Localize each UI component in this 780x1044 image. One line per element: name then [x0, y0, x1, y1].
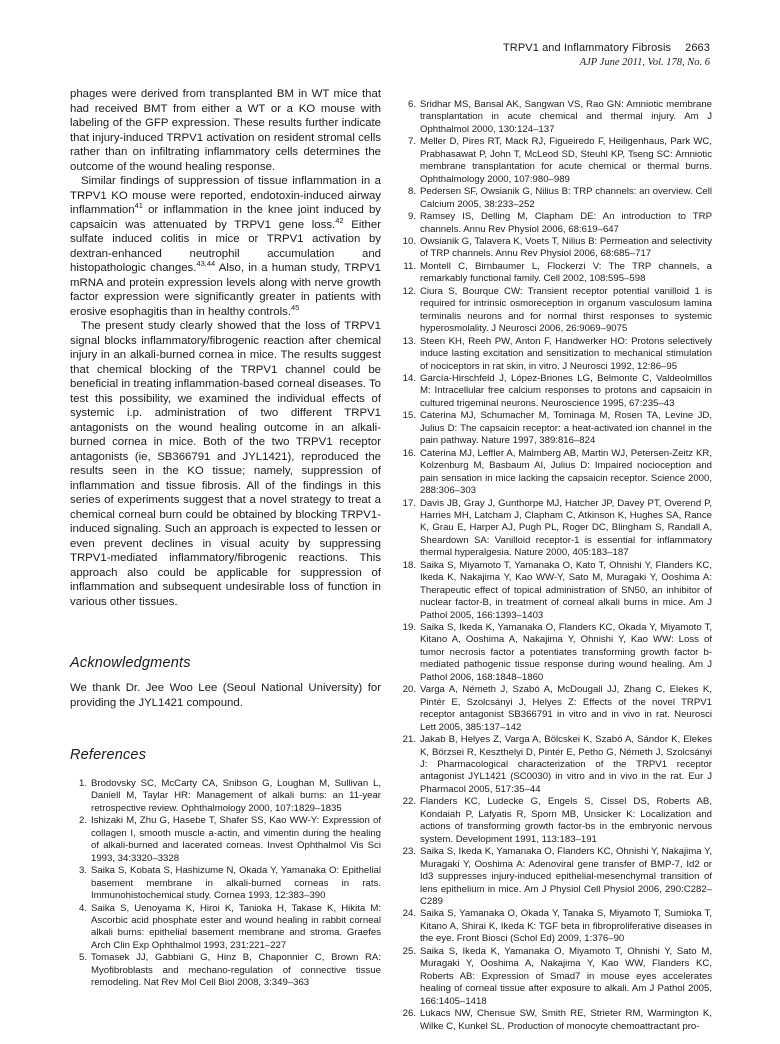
- reference-item: [70, 865, 381, 902]
- reference-item: [70, 815, 381, 865]
- reference-text: Meller D, Pires RT, Mack RJ, Figueiredo F, Heiligenhaus, Park WC, Prabhasawat P, John T, McLeod SD, Steuhl KP, Tseng SC: Amniotic membrane transplantation for acute chemical or thermal burns. Ophthalmology 2000, 107:980–989: [420, 136, 712, 185]
- reference-number: 10.: [402, 235, 416, 247]
- reference-item: [399, 186, 712, 211]
- reference-text: Saika S, Kobata S, Hashizume N, Okada Y, Yamanaka O: Epithelial basement membrane in alkali-burned corneas in rats. Immunohistochemical study. Cornea 1993, 12:383–390: [91, 865, 381, 902]
- reference-text: García-Hirschfeld J, López-Briones LG, Belmonte C, Valdeolmillos M: Intracellular free calcium responses to protons and capsaicin in cultured trigeminal neurons. Neuroscience 1995, 67:235–43: [420, 372, 712, 409]
- reference-text: Montell C, Birnbaumer L, Flockerzi V: The TRP channels, a remarkably functional family. Cell 2002, 108:595–598: [420, 260, 712, 285]
- reference-number: 24.: [402, 908, 416, 920]
- reference-item: [399, 1008, 712, 1033]
- reference-text: Saika S, Ikeda K, Yamanaka O, Flanders KC, Okada Y, Miyamoto T, Kitano A, Ooshima A, Nakajima Y, Ohnishi Y, Kao WW: Loss of tumor necrosis factor a potentiates transforming growth factor b-mediated pathogenic tissue response during wound healing. Am J Pathol 2006, 168:1848–1860: [420, 622, 712, 683]
- reference-number: 16.: [402, 447, 416, 459]
- reference-number: 7.: [407, 136, 416, 148]
- reference-number: 21.: [402, 734, 416, 746]
- reference-item: [399, 796, 712, 846]
- reference-text: Caterina MJ, Leffler A, Malmberg AB, Martin WJ, Petersen-Zeitz KR, Kolzenburg M, Basbaum AI, Julius D: Impaired nocioception and pain sensation in mice lacking the capsaicin receptor. Science 2000, 288:306–303: [420, 447, 712, 497]
- reference-text: Owsianik G, Talavera K, Voets T, Nilius B: Permeation and selectivity of TRP channels. Annu Rev Physiol 2006, 68:685–717: [420, 235, 712, 260]
- reference-number: 2.: [78, 815, 87, 827]
- reference-text: Saika S, Uenoyama K, Hiroi K, Tanioka H, Takase K, Hikita M: Ascorbic acid phosphate ester and wound healing in rabbit corneal alkali burns: epithelial basement membrane and stroma. Graefes Arch Clin Exp Ophthalmol 1993, 231:221–227: [91, 902, 381, 951]
- reference-item: [399, 136, 712, 186]
- acknowledgments-text: We thank Dr. Jee Woo Lee (Seoul National University) for providing the JYL1421 compound.: [70, 682, 381, 709]
- reference-number: 4.: [78, 902, 87, 914]
- reference-number: 18.: [402, 559, 416, 571]
- reference-item: [70, 903, 381, 953]
- reference-item: [399, 560, 712, 622]
- reference-item: [399, 946, 712, 1008]
- citation-superscript: 41: [134, 201, 143, 211]
- right-column: [399, 99, 712, 1033]
- reference-item: [399, 373, 712, 410]
- body-paragraph-1: phages were derived from transplanted BM in WT mice that had received BMT from either a WT or a KO mouse with labeling of the GFP expression. These results further indicate that injury-induced TRPV1 activation on resident stromal cells rather than on infiltrating inflammatory cells determines the outcome of the wound healing response.: [70, 88, 381, 173]
- reference-text: Ishizaki M, Zhu G, Hasebe T, Shafer SS, Kao WW-Y: Expression of collagen I, smooth muscle a-actin, and vimentin during the healing of alkali-burned and lacerated corneas. Invest Ophthalmol Vis Sci 1993, 34:3320–3328: [91, 815, 381, 864]
- reference-text: Davis JB, Gray J, Gunthorpe MJ, Hatcher JP, Davey PT, Overend P, Harries MH, Latcham J, Clapham C, Atkinson K, Hughes SA, Rance K, Grau E, Harper AJ, Pugh PL, Roger DC, Blingham S, Randall A, Sheardown SA: Vanilloid receptor-1 is essential for inflammatory thermal hyperalgesia. Nature 2000, 405:183–187: [420, 497, 712, 559]
- reference-number: 12.: [402, 285, 416, 297]
- reference-item: [399, 684, 712, 734]
- reference-item: [399, 286, 712, 336]
- reference-item: [399, 99, 712, 136]
- reference-number: 6.: [407, 99, 416, 110]
- references-heading: References: [70, 747, 147, 763]
- running-title: TRPV1 and Inflammatory Fibrosis: [502, 42, 672, 54]
- reference-number: 9.: [407, 211, 416, 223]
- page-number: 2663: [685, 42, 710, 54]
- reference-number: 15.: [402, 410, 416, 422]
- reference-text: Brodovsky SC, McCarty CA, Snibson G, Loughan M, Sullivan L, Daniell M, Taylar HR: Management of alkali burns: an 11-year retrospective review. Ophthalmology 2000, 107:1829–1835: [91, 778, 381, 814]
- reference-number: 11.: [403, 260, 416, 272]
- reference-item: [399, 448, 712, 498]
- reference-item: [399, 410, 712, 447]
- reference-number: 13.: [402, 335, 416, 347]
- reference-text: Lukacs NW, Chensue SW, Smith RE, Strieter RM, Warmington K, Wilke C, Kunkel SL. Production of monocyte chemoattractant pro-: [420, 1008, 712, 1032]
- reference-list-left: [70, 778, 381, 990]
- reference-item: [399, 211, 712, 236]
- reference-number: 19.: [402, 622, 416, 634]
- reference-item: [70, 952, 381, 989]
- reference-text: Tomasek JJ, Gabbiani G, Hinz B, Chaponnier C, Brown RA: Myofibroblasts and mechano-regulation of connective tissue remodeling. Nat Rev Mol Cell Biol 2008, 3:349–363: [91, 952, 381, 989]
- reference-text: Steen KH, Reeh PW, Anton F, Handwerker HO: Protons selectively induce lasting excitation and sensitization to mechanical stimulation of nociceptors in rat skin, in vitro. J Neurosci 1992, 12:86–95: [420, 335, 712, 372]
- page-header: [503, 42, 710, 69]
- reference-number: 8.: [407, 186, 416, 198]
- reference-text: Saika S, Miyamoto T, Yamanaka O, Kato T, Ohnishi Y, Flanders KC, Ikeda K, Nakajima Y, Kao WW-Y, Sato M, Muragaki Y, Ooshima A: Therapeutic effect of topical administration of SN50, an inhibitor of nuclear factor-B, in treatment of corneal alkali burns in mice. Am J Pathol 2005, 166:1393–1403: [420, 559, 712, 621]
- reference-number: 3.: [78, 865, 87, 877]
- reference-number: 1.: [78, 778, 87, 789]
- reference-item: [399, 908, 712, 945]
- journal-citation: AJP June 2011, Vol. 178, No. 6: [579, 57, 710, 68]
- reference-text: Saika S, Yamanaka O, Okada Y, Tanaka S, Miyamoto T, Sumioka T, Kitano A, Shirai K, Ikeda K: TGF beta in fibroproliferative diseases in the eye. Front Biosci (Schol Ed) 2009, 1:376–90: [420, 908, 712, 945]
- reference-number: 17.: [402, 497, 416, 509]
- reference-number: 22.: [402, 796, 416, 808]
- reference-number: 25.: [402, 945, 416, 957]
- reference-item: [399, 498, 712, 560]
- reference-number: 23.: [402, 846, 416, 858]
- acknowledgments-heading: Acknowledgments: [70, 655, 191, 671]
- reference-number: 5.: [78, 952, 87, 964]
- reference-list-right: [399, 99, 712, 1033]
- reference-item: [399, 622, 712, 684]
- reference-text: Saika S, Ikeda K, Yamanaka O, Flanders KC, Ohnishi Y, Nakajima Y, Muragaki Y, Ooshima A: Adenoviral gene transfer of BMP-7, Id2 or Id3 suppresses injury-induced epithelial-mesenchymal transition of lens epithelium in mice. Am J Physiol Cell Physiol 2006, 290:C282–C289: [420, 846, 712, 907]
- reference-text: Ciura S, Bourque CW: Transient receptor potential vanilloid 1 is required for intrinsic osmoreception in organum vasculosum lamina terminalis neurons and for normal thirst responses to systemic hyperosmolality. J Neurosci 2006, 26:9069–9075: [420, 285, 712, 335]
- reference-text: Saika S, Ikeda K, Yamanaka O, Miyamoto T, Ohnishi Y, Sato M, Muragaki Y, Ooshima A, Nakajima Y, Kao WW, Flanders KC, Roberts AB: Expression of Smad7 in mouse eyes accelerates healing of corneal tissue after exposure to alkali. Am J Pathol 2005, 166:1405–1418: [420, 945, 712, 1007]
- reference-item: [399, 261, 712, 286]
- reference-text: Flanders KC, Ludecke G, Engels S, Cissel DS, Roberts AB, Kondaiah P, Lafyatis R, Sporn MB, Unsicker K: Localization and actions of transforming growth factor-bs in the embryonic nervous system. Development 1991, 113:183–191: [420, 796, 712, 845]
- reference-text: Jakab B, Helyes Z, Varga A, Bölcskei K, Szabó A, Sándor K, Elekes K, Börzsei R, Keszthelyi D, Pintér E, Petho G, Németh J, Szolcsányi J: Pharmacological characterization of the TRPV1 receptor antagonist JYL1421 (SC0030) in vitro and in vivo in the rat. Eur J Pharmacol 2005, 517:35–44: [420, 734, 712, 795]
- reference-number: 14.: [402, 372, 416, 384]
- citation-superscript: 42: [335, 215, 344, 225]
- reference-item: [399, 336, 712, 373]
- running-head: [503, 42, 710, 55]
- reference-number: 26.: [402, 1008, 416, 1020]
- reference-item: [399, 846, 712, 908]
- reference-item: [399, 734, 712, 796]
- reference-text: Pedersen SF, Owsianik G, Nilius B: TRP channels: an overview. Cell Calcium 2005, 38:233–252: [420, 186, 712, 210]
- body-paragraph-3: The present study clearly showed that the loss of TRPV1 signal blocks inflammatory/fibrogenic reaction after chemical injury in an alkali-burned cornea in mice. The results suggest that chemical blocking of the TRPV1 channel could be beneficial in treating inflammation-based corneal diseases. To test this possibility, we examined the individual effects of systemic i.p. administration of two different TRPV1 antagonists on the wound healing outcome in an alkali-burned cornea in mice. Both of the two TRPV1 receptor antagonists (ie, SB366791 and JYL1421), reproduced the results seen in the KO tissue; namely, suppression of inflammation and tissue fibrosis. All of the findings in this series of experiments suggest that a novel strategy to treat a chemical corneal burn could be obtained by blocking TRPV1-induced signaling. Such an approach is expected to lessen or even prevent declines in visual acuity by suppressing TRPV1-mediated inflammatory/fibrogenic reactions. This approach also could be applicable for suppression of inflammation and subsequent undesirable loss of function in various other tissues.: [70, 320, 381, 608]
- reference-item: [70, 778, 381, 815]
- reference-text: Ramsey IS, Delling M, Clapham DE: An introduction to TRP channels. Annu Rev Physiol 2006, 68:619–647: [420, 211, 712, 235]
- reference-number: 20.: [402, 684, 416, 696]
- reference-text: Sridhar MS, Bansal AK, Sangwan VS, Rao GN: Amniotic membrane transplantation in acute chemical and thermal injury. Am J Ophthalmol 2000, 130:124–137: [420, 99, 712, 135]
- reference-text: Varga A, Németh J, Szabó A, McDougall JJ, Zhang C, Elekes K, Pintér E, Szolcsányi J, Helyes Z: Effects of the novel TRPV1 receptor antagonist SB366791 in vitro and in vivo in rat. Neurosci Lett 2005, 385:137–142: [420, 684, 712, 733]
- reference-item: [399, 236, 712, 261]
- reference-text: Caterina MJ, Schumacher M, Tominaga M, Rosen TA, Levine JD, Julius D: The capsaicin receptor: a heat-activated ion channel in the pain pathway. Nature 1997, 389:816–824: [420, 410, 712, 447]
- citation-superscript: 45: [290, 302, 300, 312]
- citation-superscript: 43,44: [196, 259, 216, 269]
- body-paragraph-2: Similar findings of suppression of tissue inflammation in a TRPV1 KO mouse were reported, endotoxin-induced airway inflammation$^{41}$ or inflammation in the knee joint induced by capsaicin was attenuated by TRPV1 gene loss.$^{42}$ Either sulfate induced colitis in mice or TRPV1 activation by dextran-enhanced neutrophil accumulation and histopathologic changes.$^{43,44}$ Also, in a human study, TRPV1 mRNA and protein expression levels along with nerve growth factor expression were significantly greater in patients with erosive esophagitis than in healthy controls.$^{45}$: [70, 175, 382, 318]
- left-column: [70, 87, 381, 990]
